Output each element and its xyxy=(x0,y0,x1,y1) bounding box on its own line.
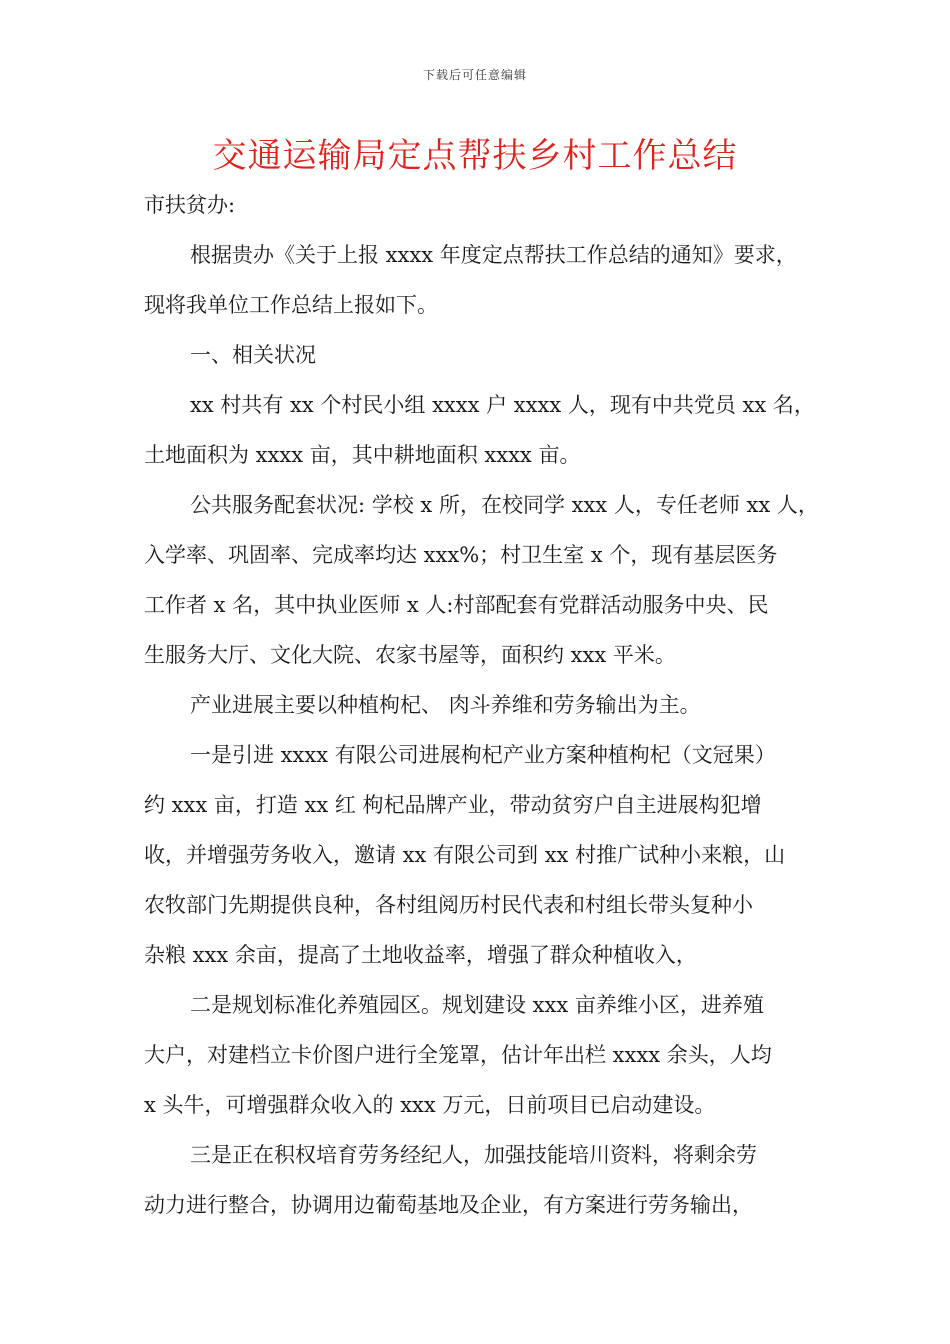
paragraph-line: 入学率、巩固率、完成率均达 xxx%；村卫生室 x 个，现有基层医务 xyxy=(144,543,778,567)
paragraph-line: 杂粮 xxx 余亩，提高了土地收益率，增强了群众种植收入， xyxy=(144,943,697,967)
paragraph-line: 收，并增强劳务收入，邀请 xx 有限公司到 xx 村推广试种小来粮，山 xyxy=(144,843,786,867)
paragraph-line: 公共服务配套状况: 学校 x 所，在校同学 xxx 人，专任老师 xx 人， xyxy=(190,493,819,517)
paragraph-line: 动力进行整合，协调用边葡萄基地及企业，有方案进行劳务输出， xyxy=(144,1193,753,1217)
paragraph-line: xx 村共有 xx 个村民小组 xxxx 户 xxxx 人，现有中共党员 xx 名， xyxy=(190,393,815,417)
paragraph-line: 约 xxx 亩，打造 xx 红 枸杞品牌产业，带动贫穷户自主进展构犯增 xyxy=(144,793,762,817)
section-heading: 一、相关状况 xyxy=(190,343,316,367)
paragraph-line: 大户，对建档立卡价图户进行全笼罩，估计年出栏 xxxx 余头，人均 xyxy=(144,1043,772,1067)
salutation: 市扶贫办: xyxy=(144,193,236,217)
paragraph-line: 二是规划标准化养殖园区。规划建设 xxx 亩养维小区，进养殖 xyxy=(190,993,764,1017)
paragraph-line: 产业进展主要以种植枸杞、 肉斗养维和劳务输出为主。 xyxy=(190,693,701,717)
document-body xyxy=(144,180,824,1230)
paragraph-line: 生服务大厅、文化大院、农家书屋等，面积约 xxx 平米。 xyxy=(144,643,676,667)
paragraph-line: 土地面积为 xxxx 亩，其中耕地面积 xxxx 亩。 xyxy=(144,443,581,467)
paragraph-line: x 头牛，可增强群众收入的 xxx 万元，日前项目已启动建设。 xyxy=(144,1093,716,1117)
paragraph-line: 根据贵办《关于上报 xxxx 年度定点帮扶工作总结的通知》要求， xyxy=(190,243,797,267)
paragraph-line: 工作者 x 名，其中执业医师 x 人:村部配套有党群活动服务中央、民 xyxy=(144,593,769,617)
paragraph-line: 一是引进 xxxx 有限公司进展枸杞产业方案种植枸杞（文冠果） xyxy=(190,743,776,767)
paragraph-line: 农牧部门先期提供良种，各村组阅历村民代表和村组长带头复种小 xyxy=(144,893,753,917)
header-note: 下载后可任意编辑 xyxy=(422,68,527,82)
paragraph-line: 现将我单位工作总结上报如下。 xyxy=(144,293,438,317)
document-title: 交通运输局定点帮扶乡村工作总结 xyxy=(212,136,738,176)
paragraph-line: 三是正在积权培育劳务经纪人，加强技能培川资料，将剩余劳 xyxy=(190,1143,757,1167)
